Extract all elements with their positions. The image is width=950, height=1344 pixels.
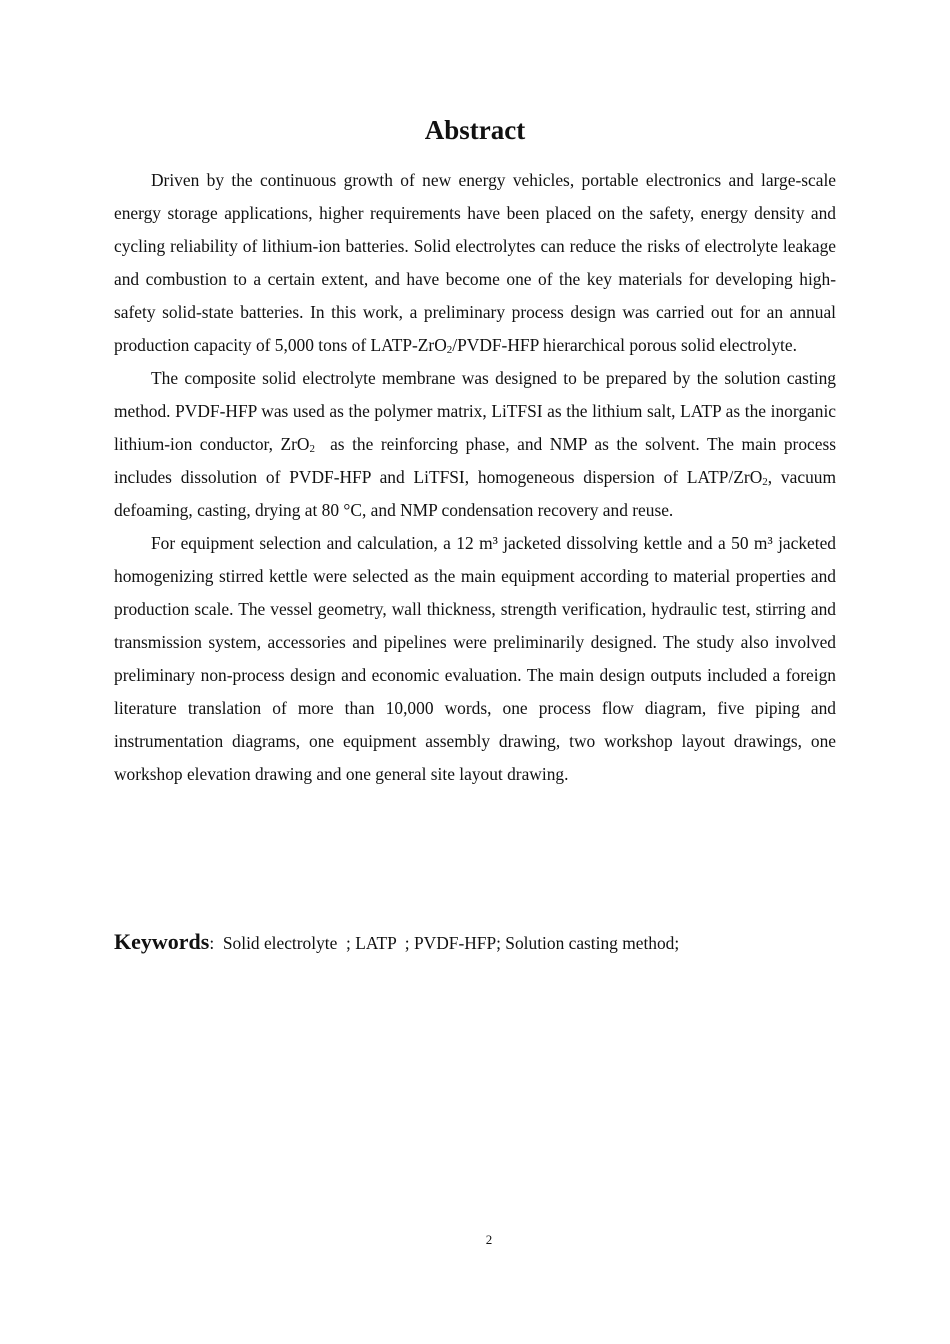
paragraph-1-text-end: /PVDF-HFP hierarchical porous solid electrolyte. <box>452 335 797 355</box>
subscript-2: 2 <box>762 476 768 488</box>
abstract-body <box>114 164 841 791</box>
keywords-line <box>114 925 836 960</box>
paragraph-2-text-mid: as the reinforcing phase, and NMP as the solvent. The main process includes dissolution of PVDF-HFP and LiTFSI, homogeneous dispersion of LATP/ZrO <box>114 434 841 487</box>
abstract-paragraph-2 <box>114 362 841 527</box>
abstract-paragraph-1 <box>114 164 836 362</box>
subscript-2: 2 <box>446 344 453 356</box>
keywords-label: Keywords <box>114 929 210 954</box>
page-number: 2 <box>485 1232 493 1247</box>
keywords-separator: : <box>209 933 215 953</box>
abstract-paragraph-3: For equipment selection and calculation, a 12 m³ jacketed dissolving kettle and a 50 m³ jacketed homogenizing stirred kettle were selected as the main equipment according to material properties and production scale. The vessel geometry, wall thickness, strength verification, hydraulic test, stirring and transmission system, accessories and pipelines were preliminarily designed. The study also involved preliminary non-process design and economic evaluation. The main design outputs included a foreign literature translation of more than 10,000 words, one process flow diagram, five piping and instrumentation diagrams, one equipment assembly drawing, two workshop layout drawings, one workshop elevation drawing and one general site layout drawing. <box>114 533 836 784</box>
paragraph-2-text-end: , vacuum defoaming, casting, drying at 80 °C, and NMP condensation recovery and reuse. <box>114 467 836 520</box>
abstract-title: Abstract <box>424 115 526 145</box>
paragraph-2-text: The composite solid electrolyte membrane was designed to be prepared by the solution casting method. PVDF-HFP was used as the polymer matrix, LiTFSI as the lithium salt, LATP as the inorganic lithium-ion conductor, ZrO <box>114 368 836 454</box>
subscript-2: 2 <box>309 443 315 455</box>
paragraph-1-text: Driven by the continuous growth of new energy vehicles, portable electronics and large-scale energy storage applications, higher requirements have been placed on the safety, energy density and cycling reliability of lithium-ion batteries. Solid electrolytes can reduce the risks of electrolyte leakage and combustion to a certain extent, and have become one of the key materials for developing high-safety solid-state batteries. In this work, a preliminary process design was carried out for an annual production capacity of 5,000 tons of LATP-ZrO <box>114 170 836 355</box>
keywords-list: Solid electrolyte ; LATP ; PVDF-HFP; Solution casting method; <box>214 933 680 953</box>
